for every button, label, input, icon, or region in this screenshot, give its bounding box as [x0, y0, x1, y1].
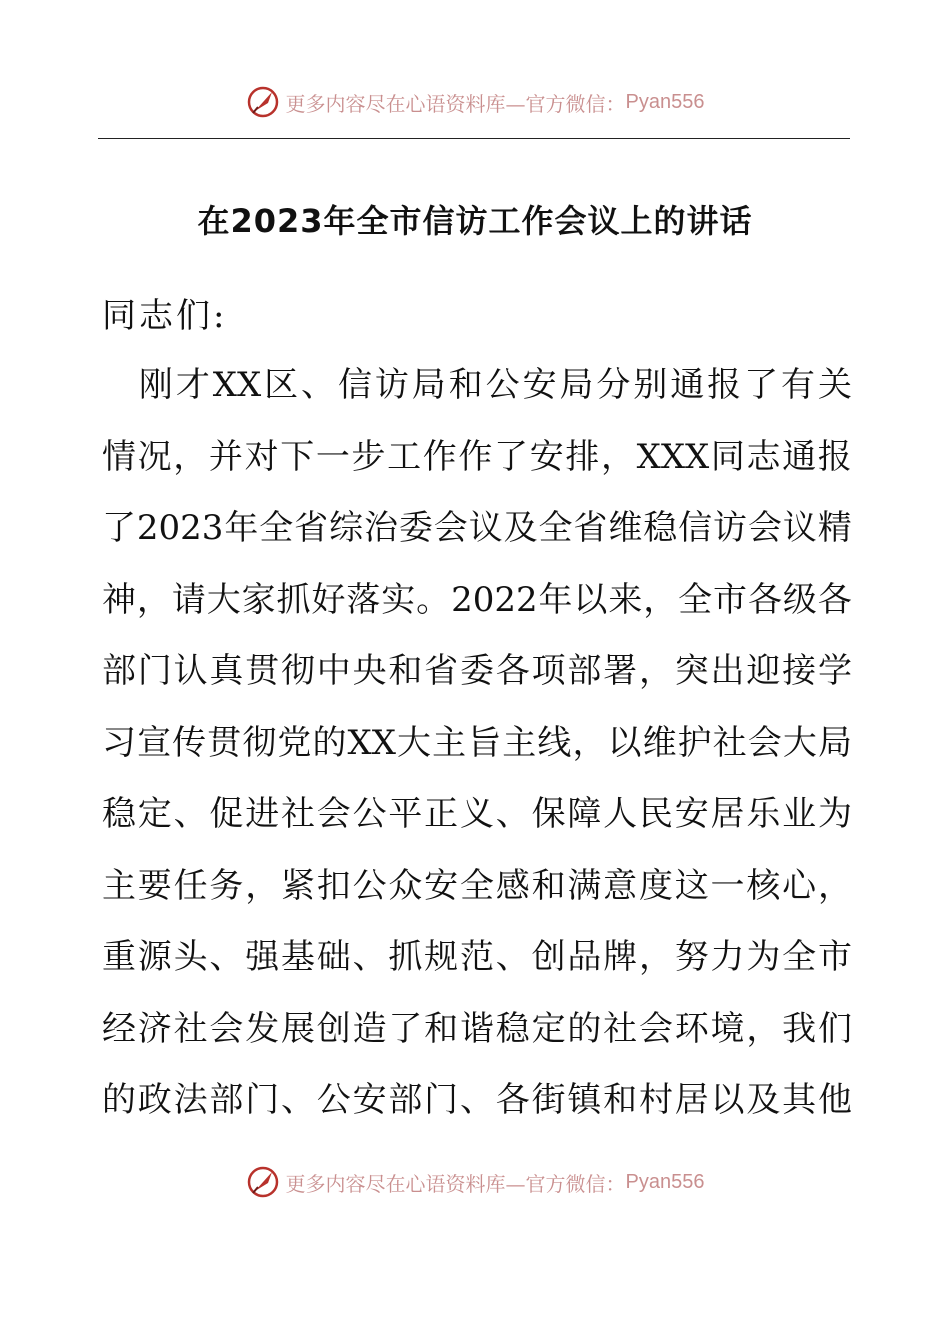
- body-line: 的 政 法 部 门 、 公 安 部 门 、 各 街 镇 和 村 居 以 及 其 他: [102, 1080, 852, 1120]
- banner-wechat-id: Pyan556: [625, 90, 705, 113]
- body-line: 稳 定 、 促 进 社 会 公 平 正 义 、 保 障 人 民 安 居 乐 业 为: [102, 794, 852, 834]
- header-divider: [98, 138, 850, 139]
- body-line: 情 况 ， 并 对 下 一 步 工 作 作 了 安 排 ， XXX 同 志 通 报: [102, 436, 852, 477]
- body-line: 了 2023 年 全 省 综 治 委 会 议 及 全 省 维 稳 信 访 会 议 精: [102, 508, 852, 548]
- body-line: 神 ， 请 大 家 抓 好 落 实 。 2022 年 以 来 ， 全 市 各 级 各: [102, 579, 852, 620]
- body-line: 经 济 社 会 发 展 创 造 了 和 谐 稳 定 的 社 会 环 境 ， 我 们: [102, 1008, 852, 1049]
- banner-text: 更多内容尽在心语资料库—官方微信：: [285, 91, 626, 116]
- salutation: 同志们:: [102, 296, 228, 336]
- quill-logo-icon: [246, 85, 280, 119]
- quill-logo-icon: [246, 1165, 280, 1199]
- body-line: 主 要 任 务 ， 紧 扣 公 众 安 全 感 和 满 意 度 这 一 核 心 ，: [102, 865, 852, 906]
- banner-wechat-id: Pyan556: [625, 1170, 705, 1193]
- body-line: 部 门 认 真 贯 彻 中 央 和 省 委 各 项 部 署 ， 突 出 迎 接 学: [102, 651, 852, 691]
- body-line: 习 宣 传 贯 彻 党 的 XX 大 主 旨 主 线 ， 以 维 护 社 会 大 局: [102, 722, 852, 763]
- document-title: 在2023年全市信访工作会议上的讲话: [197, 202, 753, 240]
- body-line: 重 源 头 、 强 基 础 、 抓 规 范 、 创 品 牌 ， 努 力 为 全 市: [102, 937, 852, 977]
- body-line: 刚 才 XX 区 、 信 访 局 和 公 安 局 分 别 通 报 了 有 关: [138, 365, 852, 405]
- document-body: [102, 350, 852, 1137]
- banner-text: 更多内容尽在心语资料库—官方微信：: [285, 1171, 626, 1196]
- footer-banner: [0, 1162, 950, 1202]
- header-banner: [0, 82, 950, 122]
